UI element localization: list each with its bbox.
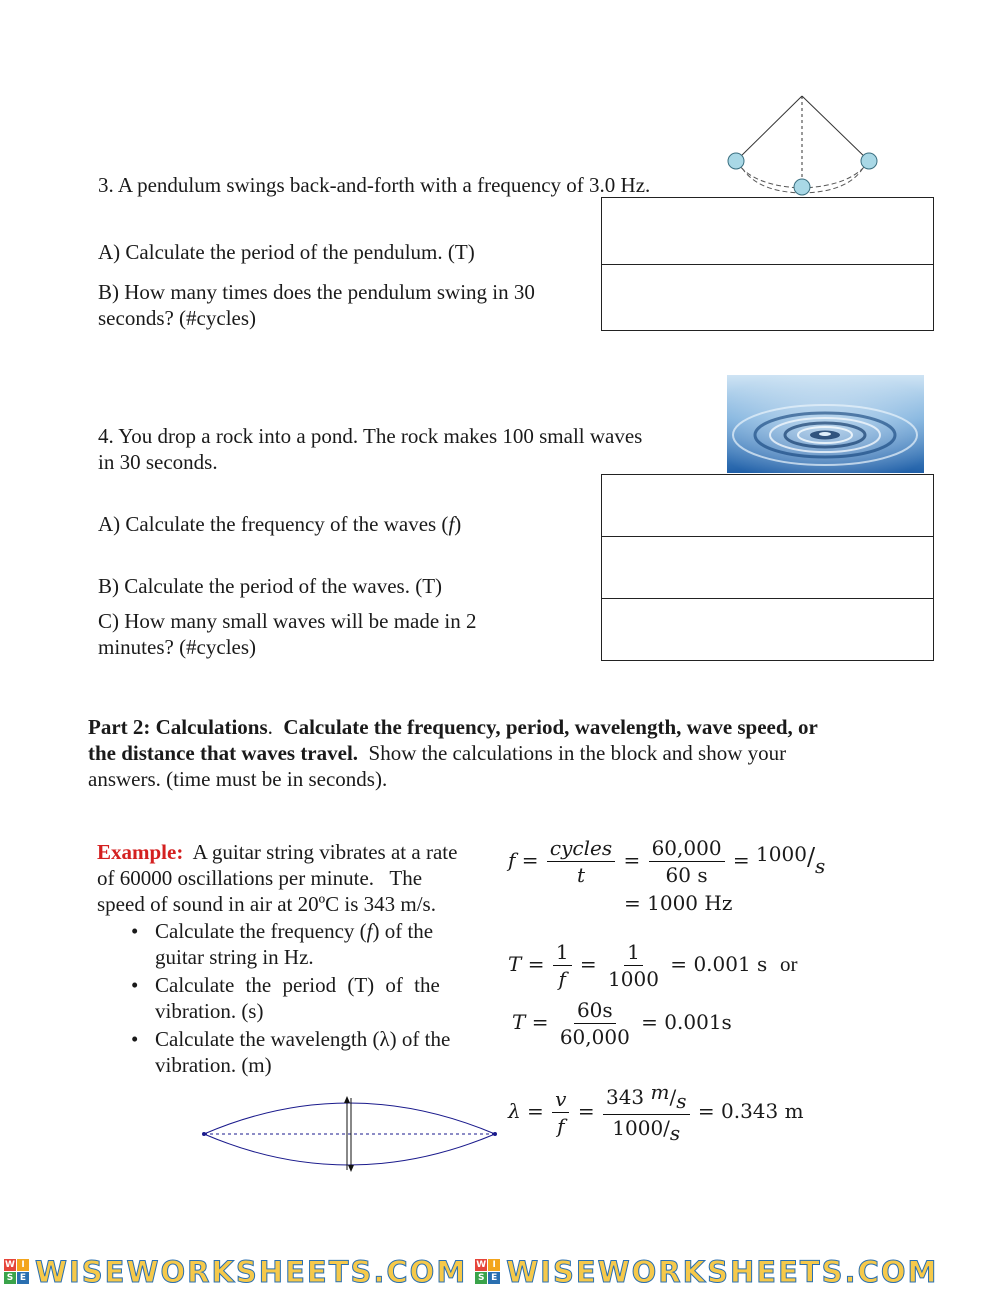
wl-den2: 1000	[612, 1116, 664, 1140]
q4-part-c	[98, 608, 477, 660]
part2-title: Part 2: Calculations	[88, 715, 268, 739]
wl-num1: v	[552, 1087, 569, 1113]
q4-answer-box-a[interactable]	[601, 474, 934, 538]
logo1-s: S	[4, 1272, 16, 1284]
wise-logo-1	[4, 1259, 29, 1284]
part2-sep: .	[267, 715, 284, 739]
part2-instruction-4: answers. (time must be in seconds).	[88, 767, 388, 791]
q4-part-c-line1: C) How many small waves will be made in 2	[98, 609, 477, 633]
logo2-w: W	[476, 1260, 487, 1270]
bullet3-line1: • Calculate the wavelength (λ) of the	[155, 1027, 451, 1051]
q4-answer-box-b[interactable]	[601, 536, 934, 600]
pond-ripple-image	[727, 375, 924, 473]
freq-rhs: 1000	[756, 842, 807, 866]
logo2-s: S	[475, 1272, 487, 1284]
per2-lhs: T	[512, 1010, 526, 1034]
q3-prompt: 3. A pendulum swings back-and-forth with a frequency of 3.0 Hz.	[98, 173, 651, 197]
brand-text-2: WISEWORKSHEETS.COM	[506, 1254, 939, 1289]
bullet1-line2: guitar string in Hz.	[155, 945, 314, 969]
q3-part-b-line2: seconds? (#cycles)	[98, 306, 257, 330]
per2-den: 60,000	[559, 1025, 630, 1049]
wl-rhs: 0.343 m	[720, 1099, 804, 1123]
wl-num2-m: m	[650, 1080, 670, 1104]
bullet2-line2: vibration. (s)	[155, 999, 264, 1023]
per-num2: 1	[624, 940, 643, 966]
wl-fraction-2: $\frac{343 m/s}{1000/s}$	[603, 1080, 690, 1145]
q4-part-a	[98, 511, 461, 537]
wl-num2-s: s	[676, 1089, 687, 1113]
wl-fraction-1	[552, 1087, 569, 1138]
per-num1: 1	[553, 940, 572, 966]
per2-fraction	[557, 998, 633, 1049]
wl-den1: f	[557, 1114, 565, 1138]
q4-part-a-text: A) Calculate the frequency of the waves (	[98, 512, 449, 536]
part2-instruction-1: Calculate the frequency, period, wavelength, wave speed, or	[283, 715, 818, 739]
part2-heading	[88, 714, 908, 792]
period-equation: T = $\frac{1}{f}$ = $\frac{1}{1000}$ = 0.001 s or	[508, 940, 798, 991]
per-rhs: 0.001 s	[693, 952, 768, 976]
bullet1-var: f	[366, 919, 373, 943]
freq-fraction-1	[547, 836, 615, 887]
frequency-result: = 1000 Hz	[624, 891, 733, 915]
q4-answer-box-c[interactable]	[601, 598, 934, 661]
freq-unit: s	[815, 854, 826, 878]
freq-den2: 60 s	[665, 863, 708, 887]
q4-part-b: B) Calculate the period of the waves. (T)	[98, 574, 443, 598]
per2-rhs: 0.001s	[664, 1010, 732, 1034]
period-equation-2: T = $\frac{60s}{60,000}$ = 0.001s	[512, 998, 732, 1049]
logo1-e: E	[17, 1272, 29, 1284]
per-den2: 1000	[608, 967, 659, 991]
per-or: or	[780, 952, 798, 976]
freq-fraction-2	[649, 836, 725, 887]
per-fraction-2	[605, 940, 662, 991]
per-lhs: T	[508, 952, 522, 976]
q4-part-a-close: )	[454, 512, 462, 536]
example-bullets	[97, 918, 491, 1078]
logo1-i: I	[17, 1259, 29, 1271]
freq-num2: 60,000	[649, 836, 725, 862]
wise-logo-2	[475, 1259, 500, 1284]
bullet3-line2: vibration. (m)	[155, 1053, 272, 1077]
freq-num1: cycles	[547, 836, 615, 862]
example-label: Example:	[97, 840, 184, 864]
example-block	[97, 839, 491, 1078]
wl-num2: 343	[605, 1085, 645, 1109]
per-fraction-1	[553, 940, 572, 991]
q3-part-a: A) Calculate the period of the pendulum. (T)	[98, 240, 475, 264]
wavelength-equation: λ = $\frac{v}{f}$ = $\frac{343 m/s}{1000/s}$ = 0.343 m	[508, 1080, 804, 1145]
q3-part-b-line1: B) How many times does the pendulum swing in 30	[98, 280, 535, 304]
bullet1-end: ) of the	[372, 919, 434, 943]
freq-lhs: f	[508, 848, 516, 872]
bullet2-line1: • Calculate the period (T) of the	[155, 973, 440, 997]
example-line3: speed of sound in air at 20ºC is 343 m/s.	[97, 892, 436, 916]
part2-instruction-3: Show the calculations in the block and show your	[358, 741, 787, 765]
q3-part-b	[98, 279, 535, 331]
bullet-frequency	[97, 918, 491, 970]
wl-lhs: λ	[508, 1099, 521, 1123]
q4-prompt-line2: in 30 seconds.	[98, 450, 218, 474]
q3-answer-box-b[interactable]	[601, 264, 934, 331]
logo1-w: W	[5, 1260, 15, 1270]
bullet1-text: Calculate the frequency (	[155, 919, 367, 943]
example-line1: A guitar string vibrates at a rate	[183, 840, 458, 864]
standing-wave-diagram	[198, 1090, 503, 1178]
q4-part-a-var: f	[448, 512, 455, 536]
part2-instruction-2: the distance that waves travel.	[88, 741, 359, 765]
freq-den1: t	[576, 863, 586, 887]
bullet-wavelength	[97, 1026, 491, 1078]
per2-num: 60s	[574, 998, 616, 1024]
example-line2: of 60000 oscillations per minute. The	[97, 866, 423, 890]
q4-prompt-line1: 4. You drop a rock into a pond. The rock makes 100 small waves	[98, 424, 643, 448]
brand-text-1: WISEWORKSHEETS.COM	[35, 1254, 468, 1289]
bullet-period	[97, 972, 491, 1024]
per-den1: f	[558, 967, 566, 991]
q3-answer-box-a[interactable]	[601, 197, 934, 266]
footer-branding	[0, 1252, 1000, 1291]
wl-den2-s: s	[669, 1121, 681, 1145]
frequency-equation: f = $\frac{\text{cycles}}{t}$ = $\frac{60,000}{60 s}$ = 1000/s	[508, 836, 826, 887]
q4-prompt	[98, 423, 642, 475]
logo2-e: E	[488, 1272, 500, 1284]
logo2-i: I	[488, 1259, 500, 1271]
q4-part-c-line2: minutes? (#cycles)	[98, 635, 257, 659]
pendulum-illustration	[722, 92, 887, 200]
